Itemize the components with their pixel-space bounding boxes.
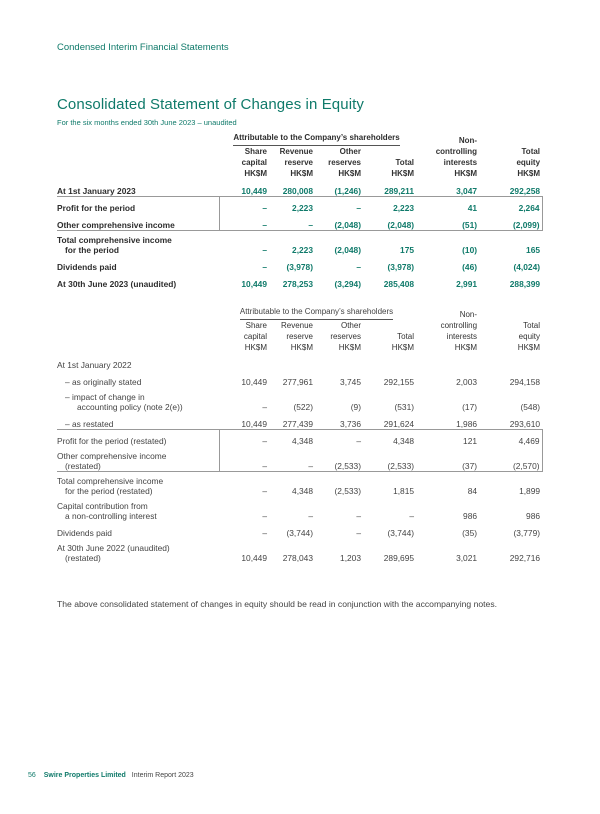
- table-cell: –: [269, 446, 315, 471]
- table-cell: (2,570): [479, 446, 542, 471]
- table-cell: –: [219, 429, 269, 446]
- table-cell: –: [269, 213, 315, 230]
- footnote: The above consolidated statement of changes in equity should be read in conjunction with the accompanying notes.: [57, 599, 497, 609]
- col-header-revenue-reserve: Revenue reserve HK$M: [280, 321, 313, 352]
- row-label: At 1st January 2023: [57, 185, 136, 196]
- row-label: Total comprehensive income for the period (restated): [57, 476, 164, 496]
- header-row: [57, 320, 542, 353]
- table-cell: 121: [416, 429, 479, 446]
- table-cell: –: [315, 196, 363, 213]
- header-row: [57, 146, 542, 179]
- company-name: Swire Properties Limited: [43, 772, 126, 779]
- table-cell: –: [262, 262, 267, 272]
- table-cell: (1,246): [334, 185, 361, 196]
- table-cell: 294,158: [509, 377, 541, 387]
- table-cell: 278,253: [282, 279, 313, 289]
- table-cell: –: [262, 486, 267, 496]
- table-cell: (2,533): [363, 446, 416, 471]
- table-cell: 4,348: [269, 429, 315, 446]
- table-row: [57, 387, 542, 412]
- table-cell: (51): [416, 213, 479, 230]
- table-row: [57, 446, 542, 471]
- equity-table-2022: [57, 306, 543, 563]
- table-row: [57, 370, 542, 387]
- table-cell: –: [262, 511, 267, 521]
- row-label: At 1st January 2022: [57, 360, 132, 370]
- table-cell: 2,991: [456, 279, 478, 289]
- table-cell: [479, 353, 542, 370]
- table-row: [57, 272, 542, 289]
- row-label: Other comprehensive income (restated): [57, 446, 219, 471]
- table-cell: –: [219, 213, 269, 230]
- header-group-row: [57, 306, 542, 320]
- table-cell: (531): [394, 402, 415, 412]
- table-cell: 292,716: [509, 553, 541, 563]
- table-cell: 289,695: [383, 553, 415, 563]
- table-cell: –: [356, 528, 361, 538]
- table-cell: –: [262, 402, 267, 412]
- table-cell: 175: [400, 245, 415, 255]
- table-cell: (2,533): [334, 486, 361, 496]
- table-cell: 10,449: [241, 418, 267, 429]
- table-cell: (4,024): [513, 262, 541, 272]
- table-row: [57, 196, 542, 213]
- table-cell: (3,294): [334, 279, 361, 289]
- table-cell: (548): [520, 402, 541, 412]
- table-cell: 2,223: [363, 196, 416, 213]
- table-cell: (2,099): [479, 213, 542, 230]
- table-cell: –: [262, 528, 267, 538]
- table-cell: 41: [416, 196, 479, 213]
- table-cell: (2,048): [334, 245, 361, 255]
- row-label: – as originally stated: [65, 377, 142, 387]
- table-cell: 165: [526, 245, 541, 255]
- col-header-total: Total HK$M: [391, 332, 415, 352]
- table-cell: 3,736: [340, 418, 361, 429]
- row-label: At 30th June 2023 (unaudited): [57, 279, 177, 289]
- table-cell: 10,449: [241, 279, 267, 289]
- table-cell: 3,021: [456, 553, 478, 563]
- table-cell: 280,008: [282, 185, 313, 196]
- col-header-revenue-reserve: Revenue reserve HK$M: [279, 147, 313, 178]
- table-cell: (2,048): [363, 213, 416, 230]
- group-label: Attributable to the Company’s shareholders: [233, 132, 399, 146]
- table-cell: 291,624: [383, 418, 415, 429]
- table-cell: 293,610: [509, 418, 541, 429]
- table-row: [57, 353, 542, 370]
- table-cell: (3,744): [286, 528, 313, 538]
- table-cell: –: [219, 446, 269, 471]
- row-label: – as restated: [65, 418, 114, 429]
- table-cell: –: [409, 511, 415, 521]
- row-label: Other comprehensive income: [57, 213, 219, 230]
- table-cell: 3,047: [456, 185, 478, 196]
- table-row: [57, 412, 542, 429]
- table-cell: 285,408: [383, 279, 415, 289]
- row-label: At 30th June 2022 (unaudited) (restated): [57, 543, 170, 563]
- table-cell: 288,399: [509, 279, 541, 289]
- table-cell: (3,978): [387, 262, 415, 272]
- col-header-nci: Non-: [459, 310, 478, 319]
- table-cell: 277,439: [282, 418, 313, 429]
- row-label: Capital contribution from a non-controlling interest: [57, 501, 157, 521]
- table-cell: 986: [463, 511, 478, 521]
- col-header-total-equity: Total equity HK$M: [517, 321, 541, 352]
- table-cell: 1,986: [456, 418, 478, 429]
- table-cell: 986: [526, 511, 541, 521]
- table-cell: 2,264: [479, 196, 542, 213]
- table-cell: [363, 353, 416, 370]
- col-header-other-reserves: Other reserves HK$M: [328, 147, 361, 178]
- running-title: Condensed Interim Financial Statements: [57, 42, 229, 53]
- table-cell: 292,155: [383, 377, 415, 387]
- table-cell: (522): [293, 402, 313, 412]
- table-cell: (17): [462, 402, 478, 412]
- table-cell: 292,258: [509, 185, 541, 196]
- table-cell: 2,223: [269, 196, 315, 213]
- table-row: [57, 496, 542, 521]
- group-label: Attributable to the Company’s shareholders: [240, 306, 393, 320]
- table-row: [57, 521, 542, 538]
- equity-table-2023: [57, 132, 543, 289]
- table-row: [57, 538, 542, 563]
- col-header-other-reserves: Other reserves HK$M: [330, 321, 361, 352]
- col-header-total-equity: Total equity HK$M: [516, 147, 541, 178]
- col-header-total: Total HK$M: [391, 158, 415, 178]
- page-number: 56: [28, 772, 36, 779]
- table-cell: –: [262, 245, 267, 255]
- row-label: – impact of change in accounting policy (note 2(e)): [65, 392, 183, 412]
- page-footer: [28, 772, 194, 779]
- col-header-nci-rest: controlling interests HK$M: [435, 147, 478, 178]
- header-group-row: [57, 132, 542, 146]
- table-cell: –: [219, 196, 269, 213]
- table-cell: –: [315, 429, 363, 446]
- table-cell: 278,043: [282, 553, 313, 563]
- table-cell: 1,815: [393, 486, 415, 496]
- table-cell: 4,348: [292, 486, 313, 496]
- col-header-share-capital: Share capital HK$M: [243, 321, 267, 352]
- table-cell: 10,449: [241, 553, 267, 563]
- row-label: Profit for the period: [57, 196, 219, 213]
- table-cell: (2,048): [315, 213, 363, 230]
- table-cell: 1,203: [340, 553, 361, 563]
- col-header-nci-rest: controlling interests HK$M: [440, 321, 478, 352]
- row-label: Total comprehensive income for the period: [57, 235, 172, 255]
- report-name: Interim Report 2023: [131, 772, 194, 779]
- table-row: [57, 213, 542, 230]
- table-row: [57, 471, 542, 496]
- table-cell: 2,223: [292, 245, 313, 255]
- table-row: [57, 230, 542, 255]
- table-row: [57, 429, 542, 446]
- table-cell: (2,533): [315, 446, 363, 471]
- table-cell: 277,961: [282, 377, 313, 387]
- table-cell: (3,744): [387, 528, 415, 538]
- table-cell: 10,449: [241, 185, 267, 196]
- row-label: Dividends paid: [57, 262, 117, 272]
- table-cell: 10,449: [241, 377, 267, 387]
- table-cell: 2,003: [456, 377, 478, 387]
- table-cell: 4,469: [479, 429, 542, 446]
- table-cell: –: [356, 262, 361, 272]
- statement-subtitle: For the six months ended 30th June 2023 – unaudited: [57, 118, 237, 127]
- table-cell: [315, 353, 363, 370]
- table-row: [57, 255, 542, 272]
- table-cell: [416, 353, 479, 370]
- table-cell: 3,745: [340, 377, 361, 387]
- table-cell: (46): [462, 262, 478, 272]
- table-cell: –: [308, 511, 313, 521]
- table-cell: (3,779): [513, 528, 541, 538]
- table-cell: (35): [462, 528, 478, 538]
- table-cell: 1,899: [519, 486, 541, 496]
- table-cell: (10): [462, 245, 478, 255]
- col-header-share-capital: Share capital HK$M: [241, 147, 267, 178]
- table-cell: (9): [350, 402, 361, 412]
- statement-title: Consolidated Statement of Changes in Equity: [57, 96, 364, 113]
- row-label: Profit for the period (restated): [57, 429, 219, 446]
- table-cell: 84: [467, 486, 478, 496]
- table-cell: (37): [416, 446, 479, 471]
- table-cell: (3,978): [286, 262, 313, 272]
- table-cell: 289,211: [384, 185, 415, 196]
- table-cell: –: [356, 511, 361, 521]
- row-label: Dividends paid: [57, 528, 112, 538]
- table-cell: [219, 353, 269, 370]
- table-row: [57, 179, 542, 196]
- col-header-nci: Non-: [458, 136, 478, 145]
- table-cell: 4,348: [363, 429, 416, 446]
- table-cell: [269, 353, 315, 370]
